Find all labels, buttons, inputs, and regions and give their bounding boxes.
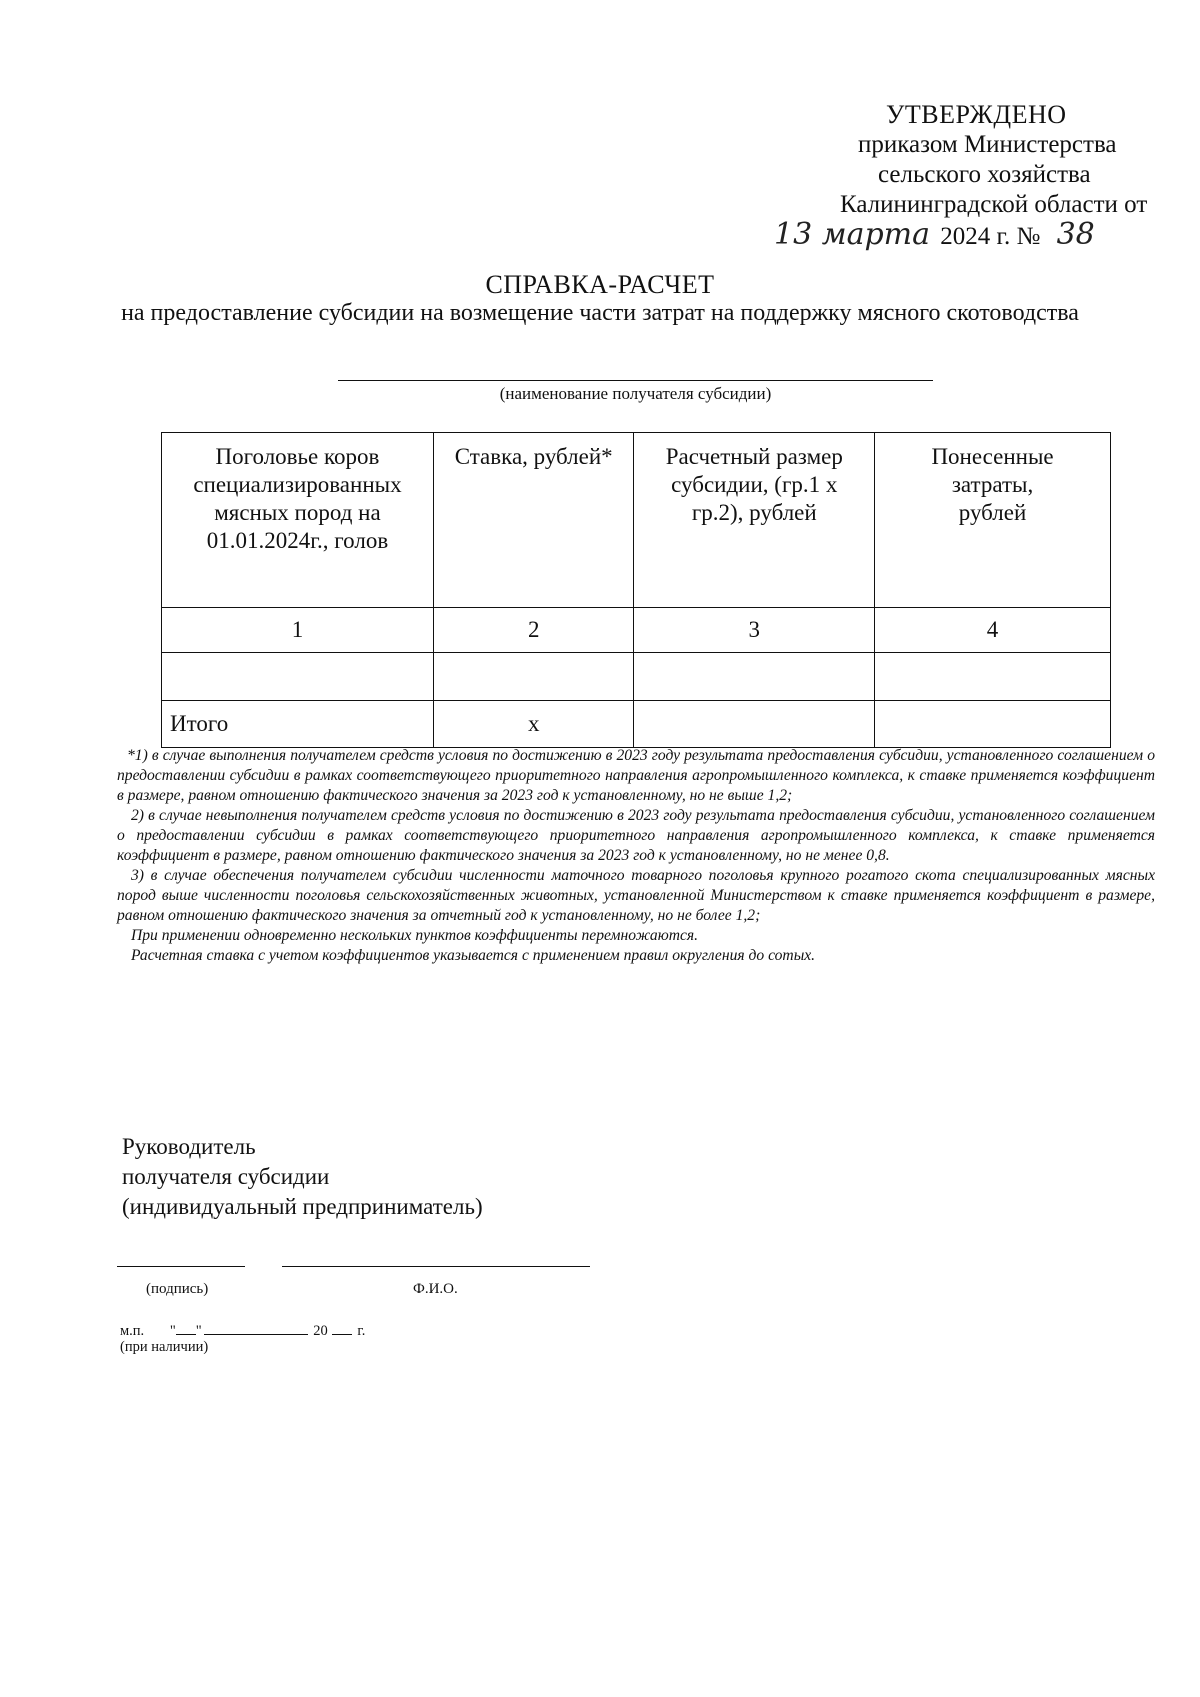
subsidy-table (161, 432, 1111, 748)
table-data-row (162, 653, 1111, 701)
signature-line-1: Руководитель (122, 1134, 256, 1159)
quote-open: " (169, 1323, 176, 1339)
day-blank (176, 1320, 196, 1335)
document-title: СПРАВКА-РАСЧЕТ (485, 270, 715, 299)
approval-line-2: сельского хозяйства (878, 161, 1091, 188)
table-cell (162, 653, 434, 701)
fio-caption: Ф.И.О. (413, 1281, 458, 1297)
table-total-row (162, 701, 1111, 748)
footnote-2: 2) в случае невыполнения получателем средств условия по достижению в 2023 году результата предоставления субсидии, установленного соглашением о предоставлении субсидии в рамках соответствующего приоритетного направления агропромышленного комплекса, к ставке применяется коэффициент в размере, равном отношению фактического значения за 2023 год к установленному, но не менее 0,8. (117, 807, 1155, 864)
footnote-5: Расчетная ставка с учетом коэффициентов указывается с применением правил округления до сотых. (131, 947, 816, 964)
approval-block (760, 100, 1180, 252)
signature-caption: (подпись) (146, 1281, 209, 1297)
table-header-cell: Поголовье коров специализированных мясных пород на 01.01.2024г., голов (162, 433, 434, 608)
signature-line-3: (индивидуальный предприниматель) (122, 1194, 483, 1219)
quote-close: " (195, 1323, 202, 1339)
footnote-1: *1) в случае выполнения получателем средств условия по достижению в 2023 году результата предоставления субсидии, установленного соглашением о предоставлении субсидии в рамках соответствующего приоритетного направления агропромышленного комплекса, к ставке применяется коэффициент в размере, равном отношению фактического значения за 2023 год к установленному, но не выше 1,2; (117, 747, 1155, 804)
stamp-date-row (120, 1320, 365, 1340)
recipient-name-line (338, 380, 933, 381)
table-header-cell: Расчетный размер субсидии, (гр.1 х гр.2), рублей (634, 433, 875, 608)
total-subsidy-cell (634, 701, 875, 748)
table-cell (875, 653, 1111, 701)
total-rate-cell: х (433, 701, 634, 748)
year-blank (332, 1320, 352, 1335)
year-prefix: 20 (313, 1323, 328, 1339)
footnote-3: 3) в случае обеспечения получателем субсидии численности маточного товарного поголовья крупного рогатого скота специализированных мясных пород выше численности поголовья сельскохозяйственных животных, установленной Министерством к ставке применяется коэффициент в размере, равном отношению фактического значения за отчетный год к установленному, но не более 1,2; (117, 867, 1155, 924)
year-suffix: г. (357, 1323, 366, 1339)
total-label: Итого (162, 701, 434, 748)
approval-date-handwritten: 13 марта (774, 217, 931, 252)
signature-block (122, 1132, 483, 1222)
table-cell (634, 653, 875, 701)
table-cell (433, 653, 634, 701)
approval-date-line (760, 217, 1180, 252)
approval-number-handwritten: 38 (1056, 217, 1095, 252)
footnotes (117, 746, 1155, 966)
column-number-cell: 2 (433, 608, 634, 653)
month-blank (204, 1320, 308, 1335)
approval-line-1: приказом Министерства (858, 131, 1117, 158)
table-column-numbers-row (162, 608, 1111, 653)
footnote-4: При применении одновременно нескольких пунктов коэффициенты перемножаются. (131, 927, 699, 944)
total-costs-cell (875, 701, 1111, 748)
stamp-note: (при наличии) (120, 1339, 209, 1355)
approval-year: 2024 г. № (940, 223, 1041, 250)
column-number-cell: 4 (875, 608, 1111, 653)
signature-field-line (117, 1266, 245, 1267)
column-number-cell: 3 (634, 608, 875, 653)
column-number-cell: 1 (162, 608, 434, 653)
approval-line-3: Калининградской области от (840, 191, 1148, 218)
signature-line-2: получателя субсидии (122, 1164, 330, 1189)
approval-title: УТВЕРЖДЕНО (886, 100, 1067, 129)
fio-field-line (282, 1266, 590, 1267)
recipient-caption: (наименование получателя субсидии) (499, 384, 772, 403)
document-subtitle: на предоставление субсидии на возмещение части затрат на поддержку мясного скотоводства (121, 300, 1079, 326)
table-header-cell: Ставка, рублей* (433, 433, 634, 608)
table-header-row (162, 433, 1111, 608)
table-header-cell: Понесенные затраты, рублей (875, 433, 1111, 608)
stamp-label: м.п. (120, 1323, 145, 1339)
